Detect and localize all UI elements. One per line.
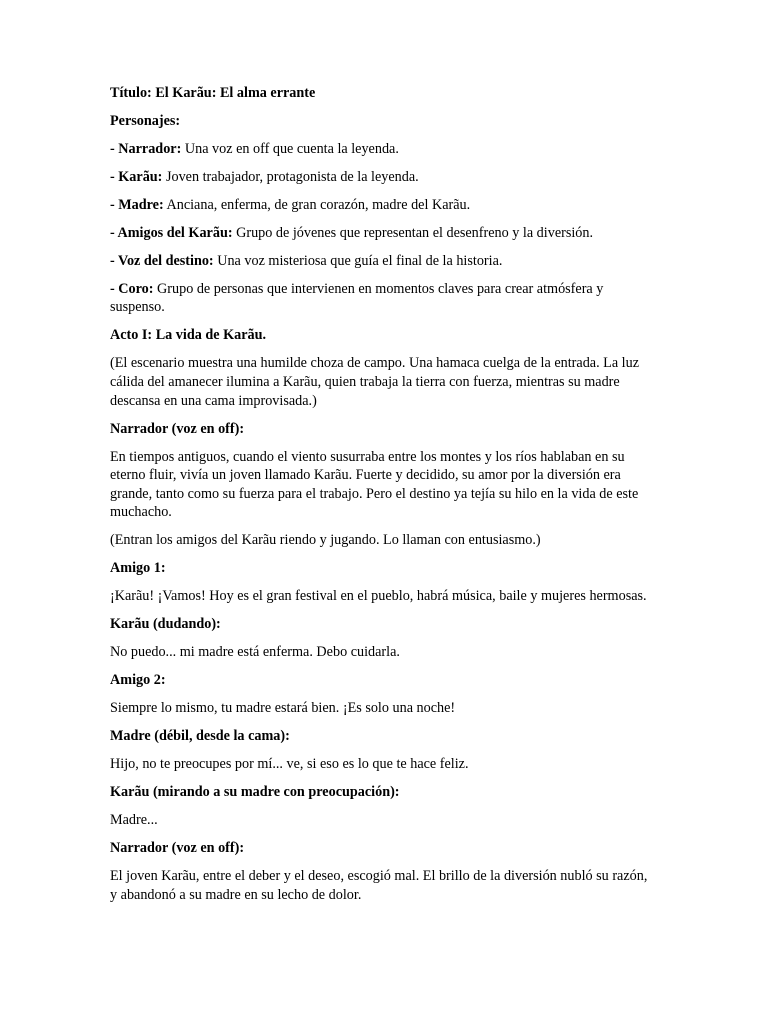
character-entry xyxy=(110,224,658,243)
speaker-label: Madre (débil, desde la cama): xyxy=(110,728,290,745)
character-desc: Joven trabajador, protagonista de la leyenda. xyxy=(162,168,419,185)
dialogue-text: El joven Karãu, entre el deber y el deseo, escogió mal. El brillo de la diversión nubló su razón, y abandonó a su madre en su lecho de dolor. xyxy=(110,868,648,903)
speaker-label: Amigo 2: xyxy=(110,672,166,689)
dialogue-text: No puedo... mi madre está enferma. Debo cuidarla. xyxy=(110,644,400,661)
character-name: - Karãu: xyxy=(110,168,163,185)
character-name: - Voz del destino: xyxy=(110,252,214,269)
speaker-label: Narrador (voz en off): xyxy=(110,420,245,437)
dialogue-text: ¡Karãu! ¡Vamos! Hoy es el gran festival en el pueblo, habrá música, baile y mujeres hermosas. xyxy=(110,588,647,605)
dialogue-text: Siempre lo mismo, tu madre estará bien. ¡Es solo una noche! xyxy=(110,700,456,717)
character-desc: Grupo de personas que intervienen en momentos claves para crear atmósfera y suspenso. xyxy=(110,280,604,316)
document-title: Título: El Karãu: El alma errante xyxy=(110,85,316,101)
character-desc: Anciana, enferma, de gran corazón, madre del Karãu. xyxy=(163,196,471,213)
dialogue-text: Madre... xyxy=(110,812,158,829)
document-page xyxy=(110,84,658,914)
characters-heading: Personajes: xyxy=(110,112,181,129)
character-entry xyxy=(110,280,658,317)
dialogue-text: En tiempos antiguos, cuando el viento susurraba entre los montes y los ríos hablaban en su eterno fluir, vivía un joven llamado Karãu. Fuerte y decidido, su amor por la diversión era grande, tanto como su fuerza para el trabajo. Pero el destino ya tejía su hilo en la vida de este muchacho. xyxy=(110,448,639,521)
character-name: - Amigos del Karãu: xyxy=(110,224,233,241)
act-heading: Acto I: La vida de Karãu. xyxy=(110,327,267,344)
character-entry xyxy=(110,140,658,159)
character-name: - Madre: xyxy=(110,196,164,213)
dialogue-text: Hijo, no te preocupes por mí... ve, si eso es lo que te hace feliz. xyxy=(110,756,469,773)
speaker-label: Narrador (voz en off): xyxy=(110,840,245,857)
character-entry xyxy=(110,168,658,187)
character-name: - Coro: xyxy=(110,280,154,297)
character-name: - Narrador: xyxy=(110,140,182,157)
speaker-label: Karãu (mirando a su madre con preocupación): xyxy=(110,784,400,801)
stage-direction: (Entran los amigos del Karãu riendo y jugando. Lo llaman con entusiasmo.) xyxy=(110,532,541,549)
character-desc: Una voz misteriosa que guía el final de la historia. xyxy=(213,252,503,269)
speaker-label: Karãu (dudando): xyxy=(110,616,221,633)
character-desc: Grupo de jóvenes que representan el desenfreno y la diversión. xyxy=(232,224,594,241)
speaker-label: Amigo 1: xyxy=(110,560,166,577)
character-entry xyxy=(110,252,658,271)
character-entry xyxy=(110,196,658,215)
stage-direction: (El escenario muestra una humilde choza de campo. Una hamaca cuelga de la entrada. La luz cálida del amanecer ilumina a Karãu, quien trabaja la tierra con fuerza, mientras su madre descansa en una cama improvisada.) xyxy=(110,355,640,409)
character-desc: Una voz en off que cuenta la leyenda. xyxy=(181,140,399,157)
